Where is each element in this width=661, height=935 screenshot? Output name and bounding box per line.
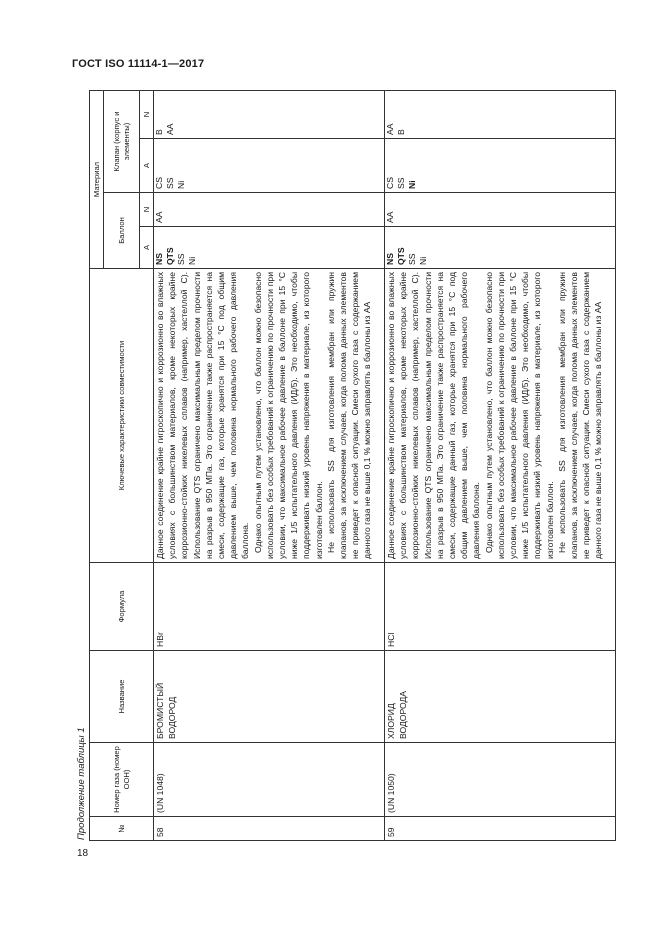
material-code: Ni bbox=[187, 256, 197, 265]
characteristics-paragraph: Данное соединение крайне гигроскопично и коррозионно во влажных условиях с большинством материалов, кроме некоторых крайне коррозионно-стойких никелевых сплавов (например, хастеллой С). Использование QTS ограничено максимальным пределом прочности на разрыв в 950 МПа. Это ограничение также распространяется на смеси, содержащие данный газ, которые хранятся при 15 °С под общим давлением выше, чем половина нормального рабочего давления баллона. bbox=[386, 272, 482, 559]
header-un-number: Номер газа (номер ООН) bbox=[90, 743, 154, 817]
row-valve-n bbox=[154, 90, 385, 138]
header-valve-a: A bbox=[140, 139, 154, 193]
characteristics-paragraph: Однако опытным путем установлено, что баллон можно безопасно использовать без особых требований к ограничению по прочности при условии, что максимальное рабочее давление в баллоне при 15 °С ниже 1/5 испытательного давления (ИД/5). Это необходимо, чтобы поддерживать низкий уровень напряжения в материале, из которого изготовлен баллон. bbox=[483, 272, 555, 559]
row-cylinder-n bbox=[385, 193, 616, 227]
compatibility-table bbox=[89, 90, 616, 841]
table-row-58 bbox=[154, 90, 385, 840]
material-code: SS bbox=[396, 177, 406, 189]
material-code: CS bbox=[385, 177, 395, 189]
row-number: 59 bbox=[385, 817, 616, 841]
header-valve-n: N bbox=[140, 90, 154, 138]
header-key-characteristics: Ключевые характеристики совместимости bbox=[90, 269, 154, 563]
header-material: Материал bbox=[90, 90, 104, 268]
characteristics-paragraph: Однако опытным путем установлено, что баллон можно безопасно использовать без особых требований к ограничению по прочности при условии, что максимальное рабочее давление в баллоне при 15 °С ниже 1/5 испытательного давления (ИД/5). Это необходимо, чтобы поддерживать низкий уровень напряжения в материале, из которого изготовлен баллон. bbox=[252, 272, 324, 559]
row-number: 58 bbox=[154, 817, 385, 841]
material-code: SS bbox=[407, 253, 417, 265]
row-key-characteristics bbox=[154, 269, 385, 563]
row-cylinder-a bbox=[154, 227, 385, 269]
row-formula: HCl bbox=[385, 563, 616, 651]
material-code: CS bbox=[154, 177, 164, 189]
material-code: NS bbox=[385, 253, 395, 265]
header-cylinder-a: A bbox=[140, 227, 154, 269]
material-code: Ni bbox=[418, 256, 428, 265]
row-un-number: (UN 1050) bbox=[385, 743, 616, 817]
header-number: № bbox=[90, 817, 154, 841]
row-valve-a bbox=[154, 139, 385, 193]
header-cylinder-n: N bbox=[140, 193, 154, 227]
row-valve-n bbox=[385, 90, 616, 138]
table-continuation-label: Продолжение таблицы 1 bbox=[76, 727, 87, 840]
material-code: SS bbox=[165, 177, 175, 189]
material-code: AA bbox=[154, 211, 164, 223]
material-code: B bbox=[396, 129, 406, 135]
material-code: QTS bbox=[396, 247, 406, 265]
material-code: AA bbox=[385, 123, 395, 135]
material-code: Ni bbox=[176, 180, 186, 189]
rotated-table-container bbox=[89, 91, 616, 841]
row-formula: HBr bbox=[154, 563, 385, 651]
row-key-characteristics bbox=[385, 269, 616, 563]
header-cylinder: Баллон bbox=[104, 193, 140, 269]
material-code: NS bbox=[154, 253, 164, 265]
material-code: AA bbox=[165, 123, 175, 135]
material-code: SS bbox=[176, 253, 186, 265]
material-code: QTS bbox=[165, 247, 175, 265]
characteristics-paragraph: Данное соединение крайне гигроскопично и коррозионно во влажных условиях с большинством материалов, кроме некоторых крайне коррозионно-стойких никелевых сплавов (например, хастеллой С). Использование QTS ограничено максимальным пределом прочности на разрыв в 950 МПа. Это ограничение также распространяется на смеси, содержащие газ, которые хранятся при 15 °С под общим давлением выше, чем половина нормального рабочего давления баллона. bbox=[155, 272, 251, 559]
material-code: AA bbox=[385, 211, 395, 223]
table-row-59 bbox=[385, 90, 616, 840]
characteristics-paragraph: Не использовать SS для изготовления мембран или пружин клапанов, за исключением случаев, когда полома данных элементов не приведет к опасной ситуации. Смеси сухого газа с содержанием данного газа не выше 0,1 % можно заправлять в баллоны из АА bbox=[325, 272, 373, 559]
row-gas-name: ХЛОРИД ВОДОРОДА bbox=[385, 651, 616, 743]
row-gas-name: БРОМИСТЫЙ ВОДОРОД bbox=[154, 651, 385, 743]
characteristics-paragraph: Не использовать SS для изготовления мембран или пружин клапанов, за исключением случаев, когда полома данных элементов не приведет к опасной ситуации. Смеси сухого газа с содержанием данного газа не выше 0,1 % можно заправлять в баллоны из АА bbox=[556, 272, 604, 559]
header-formula: Формула bbox=[90, 563, 154, 651]
material-code: Ni bbox=[407, 180, 417, 189]
row-cylinder-a bbox=[385, 227, 616, 269]
row-cylinder-n bbox=[154, 193, 385, 227]
material-code: B bbox=[154, 129, 164, 135]
row-un-number: (UN 1048) bbox=[154, 743, 385, 817]
page-number: 18 bbox=[77, 848, 89, 859]
header-valve: Клапан (корпус и элементы) bbox=[104, 90, 140, 192]
header-name: Название bbox=[90, 651, 154, 743]
row-valve-a bbox=[385, 139, 616, 193]
document-title: ГОСТ ISO 11114-1—2017 bbox=[72, 58, 205, 70]
